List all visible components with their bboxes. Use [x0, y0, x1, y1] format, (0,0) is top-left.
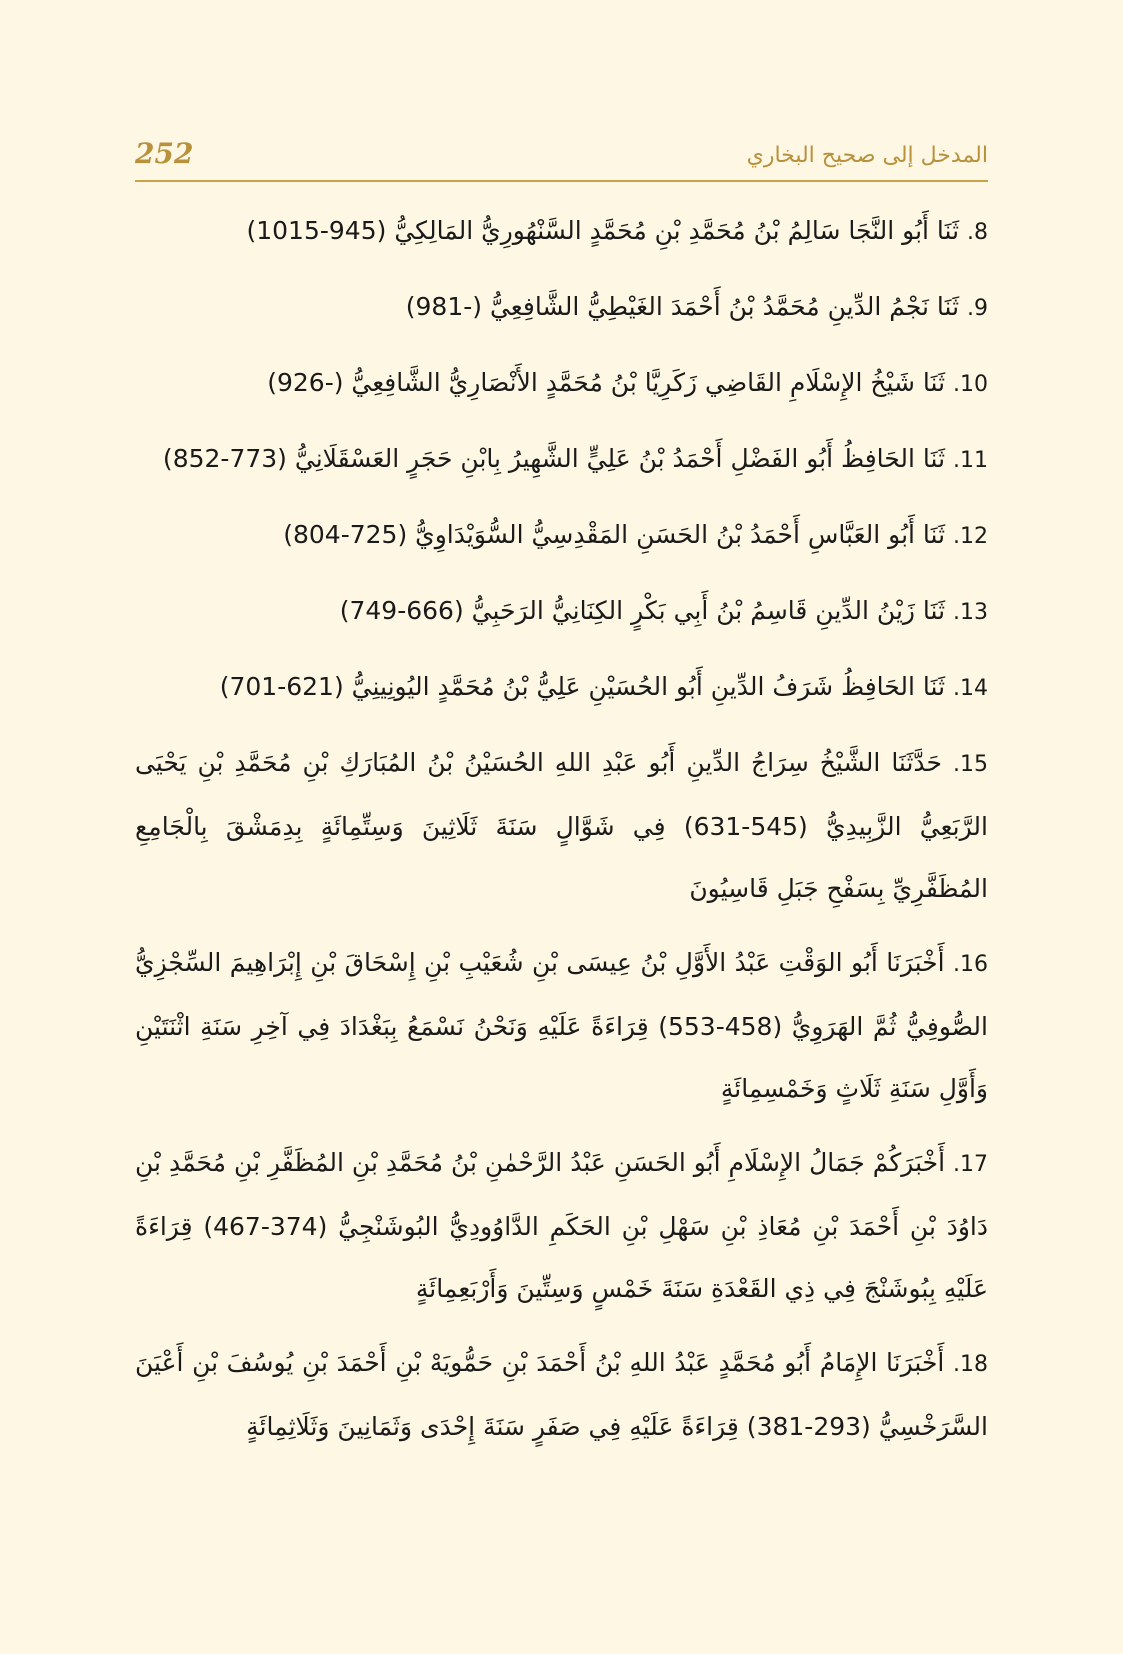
entry-number: 11. — [953, 448, 988, 473]
entry-number: 12. — [953, 524, 988, 549]
page-header — [135, 134, 988, 182]
entry-text: ثَنَا أَبُو العَبَّاسِ أَحْمَدُ بْنُ الحَسَنِ المَقْدِسِيُّ السُّوَيْدَاوِيُّ (725-804) — [283, 520, 946, 549]
entry-text: أَخْبَرَنَا الإِمَامُ أَبُو مُحَمَّدٍ عَبْدُ اللهِ بْنُ أَحْمَدَ بْنِ حَمُّويَهْ بْنِ أَحْمَدَ بْنِ يُوسُفَ بْنِ أَعْيَنَ السَّرَخْسِيُّ (293-381) قِرَاءَةً عَلَيْهِ فِي صَفَرٍ سَنَةَ إِحْدَى وَثَمَانِينَ وَثَلَاثِمِائَةٍ — [135, 1348, 988, 1441]
list-item — [135, 352, 988, 416]
entry-text: ثَنَا أَبُو النَّجَا سَالِمُ بْنُ مُحَمَّدِ بْنِ مُحَمَّدٍ السَّنْهُورِيُّ المَالِكِيُّ (945-1015) — [246, 216, 960, 245]
entry-number: 10. — [953, 372, 988, 397]
list-item — [135, 504, 988, 568]
entry-number: 18. — [953, 1352, 989, 1377]
entry-text: ثَنَا زَيْنُ الدِّينِ قَاسِمُ بْنُ أَبِي بَكْرٍ الكِنَانِيُّ الرَحَبِيُّ (666-749) — [339, 596, 946, 625]
list-item — [135, 580, 988, 644]
list-item — [135, 932, 988, 1120]
chain-of-transmission-list — [135, 200, 988, 1470]
page-number: 252 — [135, 137, 194, 170]
running-title: المدخل إلى صحيح البخاري — [746, 143, 988, 168]
entry-number: 15. — [953, 752, 988, 777]
list-item — [135, 732, 988, 920]
list-item — [135, 276, 988, 340]
entry-text: ثَنَا الحَافِظُ شَرَفُ الدِّينِ أَبُو الحُسَيْنِ عَلِيُّ بْنُ مُحَمَّدٍ اليُونِينِيُّ (621-701) — [219, 672, 946, 701]
entry-number: 8. — [967, 220, 988, 245]
entry-text: ثَنَا شَيْخُ الإِسْلَامِ القَاضِي زَكَرِيَّا بْنُ مُحَمَّدٍ الأَنْصَارِيُّ الشَّافِعِيُّ (-926) — [267, 368, 946, 397]
list-item — [135, 1132, 988, 1320]
entry-text: أَخْبَرَنَا أَبُو الوَقْتِ عَبْدُ الأَوَّلِ بْنُ عِيسَى بْنِ شُعَيْبِ بْنِ إِسْحَاقَ بْنِ إِبْرَاهِيمَ السِّجْزِيُّ الصُّوفِيُّ ثُمَّ الهَرَوِيُّ (458-553) قِرَاءَةً عَلَيْهِ وَنَحْنُ نَسْمَعُ بِبَغْدَادَ فِي آخِرِ سَنَةِ اثْنَتَيْنِ وَأَوَّلِ سَنَةِ ثَلَاثٍ وَخَمْسِمِائَةٍ — [135, 948, 988, 1103]
list-item — [135, 656, 988, 720]
entry-text: حَدَّثَنَا الشَّيْخُ سِرَاجُ الدِّينِ أَبُو عَبْدِ اللهِ الحُسَيْنُ بْنُ المُبَارَكِ بْنِ مُحَمَّدِ بْنِ يَحْيَى الرَّبَعِيُّ الزَّبِيدِيُّ (545-631) فِي شَوَّالٍ سَنَةَ ثَلَاثِينَ وَسِتِّمِائَةٍ بِدِمَشْقَ بِالْجَامِعِ المُظَفَّرِيِّ بِسَفْحِ جَبَلِ قَاسِيُونَ — [135, 748, 988, 903]
entry-text: أَخْبَرَكُمْ جَمَالُ الإِسْلَامِ أَبُو الحَسَنِ عَبْدُ الرَّحْمٰنِ بْنُ مُحَمَّدِ بْنِ المُظَفَّرِ بْنِ مُحَمَّدِ بْنِ دَاوُدَ بْنِ أَحْمَدَ بْنِ مُعَاذِ بْنِ سَهْلِ بْنِ الحَكَمِ الدَّاوُودِيُّ البُوشَنْجِيُّ (374-467) قِرَاءَةً عَلَيْهِ بِبُوشَنْجَ فِي ذِي القَعْدَةِ سَنَةَ خَمْسٍ وَسِتِّينَ وَأَرْبَعِمِائَةٍ — [135, 1148, 988, 1303]
entry-number: 14. — [953, 676, 988, 701]
entry-number: 9. — [967, 296, 988, 321]
entry-number: 16. — [953, 952, 989, 977]
list-item — [135, 1332, 988, 1458]
list-item — [135, 200, 988, 264]
entry-number: 17. — [953, 1152, 988, 1177]
entry-number: 13. — [953, 600, 988, 625]
list-item — [135, 428, 988, 492]
entry-text: ثَنَا نَجْمُ الدِّينِ مُحَمَّدُ بْنُ أَحْمَدَ الغَيْطِيُّ الشَّافِعِيُّ (-981) — [405, 292, 960, 321]
entry-text: ثَنَا الحَافِظُ أَبُو الفَضْلِ أَحْمَدُ بْنُ عَلِيٍّ الشَّهِيرُ بِابْنِ حَجَرٍ العَسْقَلَانِيُّ (773-852) — [162, 444, 946, 473]
